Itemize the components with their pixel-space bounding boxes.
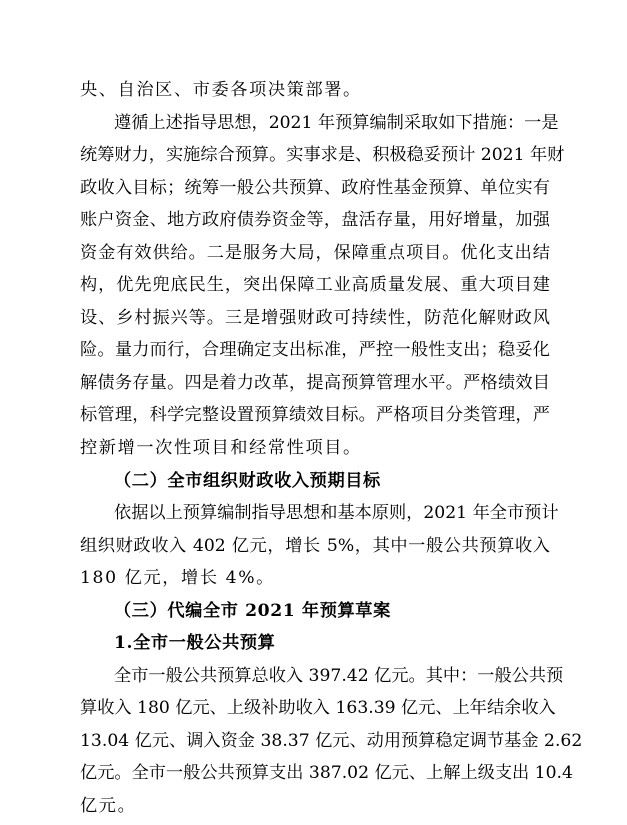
paragraph-line: 依据以上预算编制指导思想和基本原则，2021 年全市预计 [114,503,559,524]
paragraph-line: 全市一般公共预算总收入 397.42 亿元。其中：一般公共预 [114,665,564,686]
paragraph-line: 账户资金、地方政府债券资金等，盘活存量，用好增量，加强 [80,210,550,231]
section-heading: （三）代编全市 2021 年预算草案 [114,600,391,621]
paragraph-line: 政收入目标；统筹一般公共预算、政府性基金预算、单位实有 [80,177,550,198]
subsection-heading: 1.全市一般公共预算 [114,633,276,654]
paragraph-line: 资金有效供给。二是服务大局，保障重点项目。优化支出结 [80,242,550,263]
section-heading: （二）全市组织财政收入预期目标 [114,470,381,491]
paragraph-line: 180 亿元，增长 4%。 [80,568,275,589]
paragraph-line: 组织财政收入 402 亿元，增长 5%，其中一般公共预算收入 [80,535,550,556]
paragraph-line: 亿元。 [80,796,137,816]
paragraph-line: 亿元。全市一般公共预算支出 387.02 亿元、上解上级支出 10.4 [80,763,573,784]
paragraph-line: 控新增一次性项目和经常性项目。 [80,438,362,458]
paragraph-line: 算收入 180 亿元、上级补助收入 163.39 亿元、上年结余收入 [80,698,556,719]
paragraph-line: 解债务存量。四是着力改革，提高预算管理水平。严格绩效目 [80,372,550,393]
paragraph-line: 13.04 亿元、调入资金 38.37 亿元、动用预算稳定调节基金 2.62 [80,730,583,751]
paragraph-line: 标管理，科学完整设置预算绩效目标。严格项目分类管理，严 [80,405,550,426]
paragraph-line: 央、自治区、市委各项决策部署。 [80,80,362,100]
paragraph-line: 设、乡村振兴等。三是增强财政可持续性，防范化解财政风 [80,307,550,328]
paragraph-line: 构，优先兜底民生，突出保障工业高质量发展、重大项目建 [80,275,550,296]
paragraph-line: 统筹财力，实施综合预算。实事求是、积极稳妥预计 2021 年财 [80,145,565,166]
paragraph-line: 遵循上述指导思想，2021 年预算编制采取如下措施：一是 [114,112,559,133]
paragraph-line: 险。量力而行，合理确定支出标准，严控一般性支出；稳妥化 [80,340,550,361]
